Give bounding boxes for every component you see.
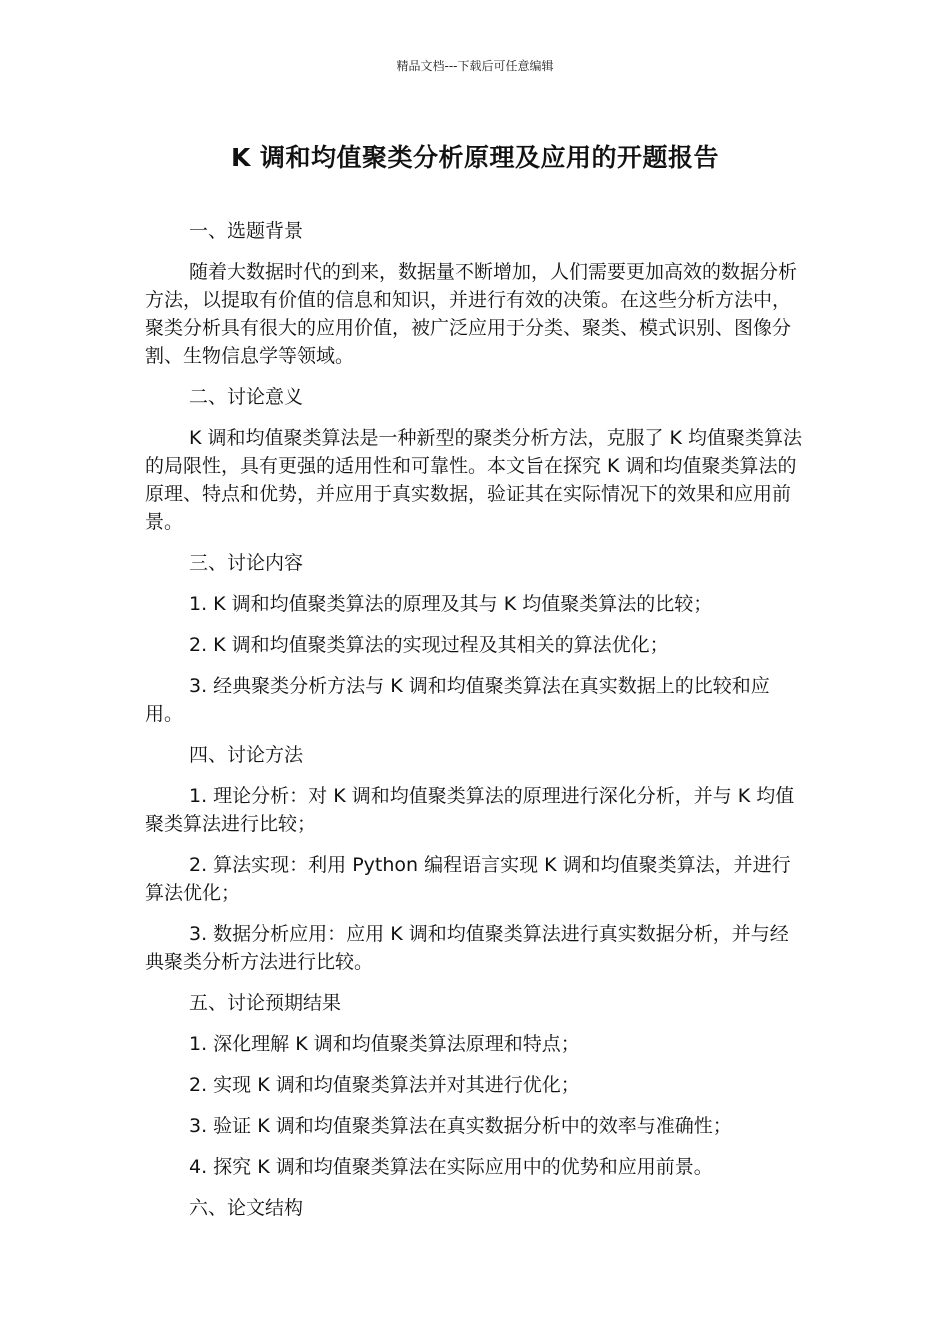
content-list-item: 2. K 调和均值聚类算法的实现过程及其相关的算法优化； xyxy=(189,634,669,656)
section-heading-structure: 六、论文结构 xyxy=(189,1197,304,1219)
results-list-item: 2. 实现 K 调和均值聚类算法并对其进行优化； xyxy=(189,1074,580,1096)
section-paragraph-significance: K 调和均值聚类算法是一种新型的聚类分析方法，克服了 K 均值聚类算法的局限性，具有更强的适用性和可靠性。本文旨在探究 K 调和均值聚类算法的原理、特点和优势，并应用于真实数据，验证其在实际情况下的效果和应用前景。 xyxy=(145,427,803,533)
section-heading-methods: 四、讨论方法 xyxy=(189,744,304,766)
methods-list-item: 1. 理论分析：对 K 调和均值聚类算法的原理进行深化分析，并与 K 均值聚类算法进行比较； xyxy=(145,785,795,835)
section-heading-expected-results: 五、讨论预期结果 xyxy=(189,992,342,1014)
section-heading-significance: 二、讨论意义 xyxy=(189,386,304,408)
content-list-item: 3. 经典聚类分析方法与 K 调和均值聚类算法在真实数据上的比较和应用。 xyxy=(145,675,770,725)
results-list-item: 4. 探究 K 调和均值聚类算法在实际应用中的优势和应用前景。 xyxy=(189,1156,713,1178)
section-paragraph-background: 随着大数据时代的到来，数据量不断增加，人们需要更加高效的数据分析方法，以提取有价值的信息和知识，并进行有效的决策。在这些分析方法中，聚类分析具有很大的应用价值，被广泛应用于分类、聚类、模式识别、图像分割、生物信息学等领域。 xyxy=(145,261,798,367)
methods-list-item: 2. 算法实现：利用 Python 编程语言实现 K 调和均值聚类算法，并进行算法优化； xyxy=(145,854,791,904)
header-note: 精品文档---下载后可任意编辑 xyxy=(396,59,554,73)
document-title: K 调和均值聚类分析原理及应用的开题报告 xyxy=(230,143,720,172)
section-heading-content: 三、讨论内容 xyxy=(189,552,304,574)
results-list-item: 1. 深化理解 K 调和均值聚类算法原理和特点； xyxy=(189,1033,580,1055)
methods-list-item: 3. 数据分析应用：应用 K 调和均值聚类算法进行真实数据分析，并与经典聚类分析方法进行比较。 xyxy=(145,923,789,973)
content-list-item: 1. K 调和均值聚类算法的原理及其与 K 均值聚类算法的比较； xyxy=(189,593,713,615)
results-list-item: 3. 验证 K 调和均值聚类算法在真实数据分析中的效率与准确性； xyxy=(189,1115,732,1137)
document-body xyxy=(145,217,805,1235)
section-heading-background: 一、选题背景 xyxy=(189,220,304,242)
